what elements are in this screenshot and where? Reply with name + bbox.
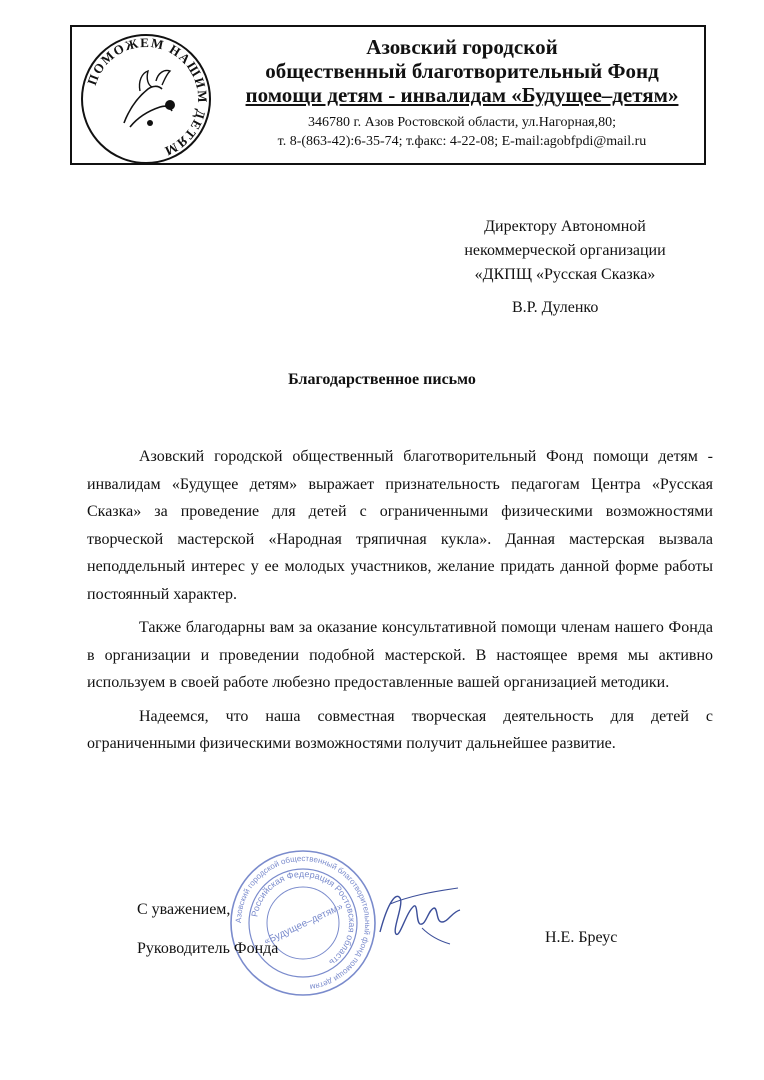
phones-email: т. 8-(863-42):6-35-74; т.факс: 4-22-08; E-mail:agobfpdi@mail.ru [277,134,647,149]
org-name-line3: помощи детям - инвалидам «Будущее–детям» [245,83,679,107]
addressee-block [430,215,700,287]
closing-block [137,890,278,968]
addressee-line3: «ДКПЩ «Русская Сказка» [474,266,656,283]
addressee-line1: Директору Автономной [484,218,646,235]
foundation-logo [78,31,214,167]
addressee-name: В.Р. Дуленко [512,299,599,316]
handwritten-signature [370,882,470,952]
organization-name [222,35,702,107]
signer-name: Н.Е. Бреус [545,929,618,946]
letter-body [87,443,713,764]
org-name-line1: Азовский городской [366,35,558,59]
closing-position: Руководитель Фонда [137,940,279,957]
paragraph: Азовский городской общественный благотворительный Фонд помощи детям - инвалидам «Будущее детям» выражает признательность педагогам Центра «Русская Сказка» за проведение для детей с ограниченными физическими возможностями творческой мастерской «Народная тряпичная кукла». Данная мастерская вызвала неподдельный интерес у ее молодых участников, желание придать данной форме работы постоянный характер. [87,448,713,603]
paragraph: Также благодарны вам за оказание консультативной помощи членам нашего Фонда в организации и проведении подобной мастерской. В настоящее время мы активно используем в своей работе любезно предоставленные вашей организацией методики. [87,619,713,691]
stamp-outer-text: Азовский городской общественный благотворительный фонд помощи детям [233,853,373,992]
stamp-middle-text: Российская Федерация Ростовская область [249,868,358,968]
address: 346780 г. Азов Ростовской области, ул.Нагорная,80; [307,115,616,130]
letter-title: Благодарственное письмо [288,371,476,388]
contacts [222,113,702,151]
stamp-center-text: «Будущее–детям» [262,901,345,948]
logo-motto: ПОМОЖЕМ НАШИМ ДЕТЯМ [84,34,211,160]
letterhead [70,25,706,165]
addressee-line2: некоммерческой организации [464,242,666,259]
paragraph: Надеемся, что наша совместная творческая деятельность для детей с ограниченными физическими возможностями получит дальнейшее развитие. [87,707,713,752]
closing-regards: С уважением, [137,901,231,918]
org-name-line2: общественный благотворительный Фонд [265,59,659,83]
